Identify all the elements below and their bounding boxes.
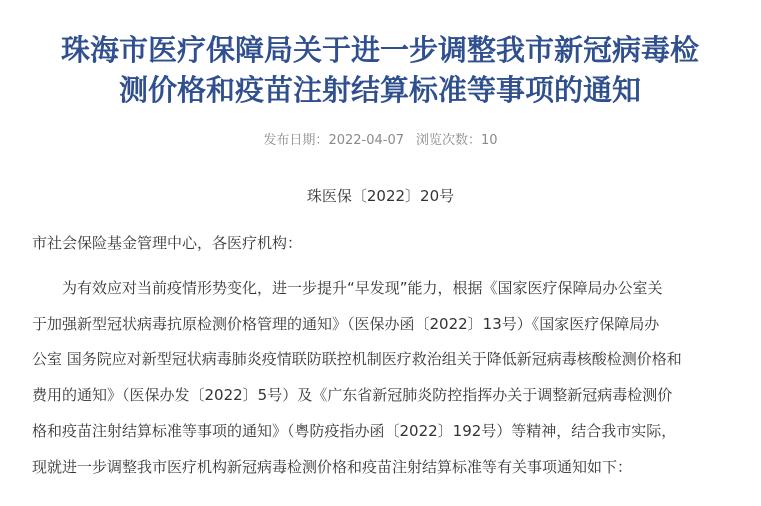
body-line: 格和疫苗注射结算标准等事项的通知》（粤防疫指办函〔2022〕192号）等精神，结合我市实际， — [32, 422, 677, 440]
view-count-value: 10 — [481, 133, 498, 148]
article-title-line2: 测价格和疫苗注射结算标准等事项的通知 — [118, 73, 641, 107]
addressee-line: 市社会保险基金管理中心，各医疗机构： — [32, 234, 303, 252]
publish-date-label: 发布日期： — [263, 133, 329, 148]
body-line: 费用的通知》（医保办发〔2022〕5号）及《广东省新冠肺炎防控指挥办关于调整新冠病毒检测价 — [32, 386, 673, 404]
body-line: 现就进一步调整我市医疗机构新冠病毒检测价格和疫苗注射结算标准等有关事项通知如下： — [32, 458, 633, 476]
publish-date-value: 2022-04-07 — [328, 133, 404, 148]
article-meta — [0, 131, 761, 151]
document-number: 珠医保〔2022〕20号 — [306, 187, 455, 205]
article-title-line1: 珠海市医疗保障局关于进一步调整我市新冠病毒检 — [60, 33, 699, 67]
body-line: 于加强新型冠状病毒抗原检测价格管理的通知》（医保办函〔2022〕13号）《国家医疗保障局办 — [32, 315, 660, 333]
body-line: 公室 国务院应对新型冠状病毒肺炎疫情联防联控机制医疗救治组关于降低新冠病毒核酸检测价格和 — [32, 350, 682, 368]
body-line: 为有效应对当前疫情形势变化，进一步提升“早发现”能力，根据《国家医疗保障局办公室关 — [62, 279, 663, 297]
view-count-label: 浏览次数： — [416, 133, 482, 148]
